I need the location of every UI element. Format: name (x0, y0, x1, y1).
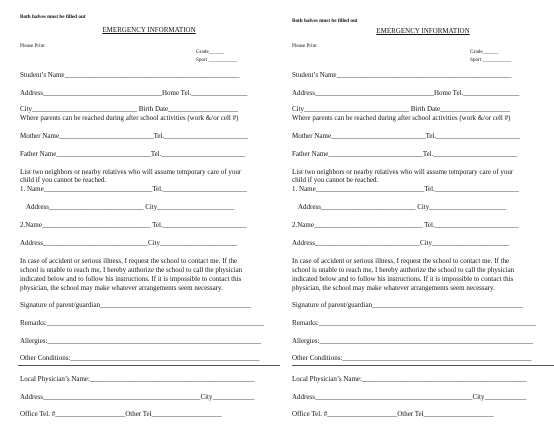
consent-line3: indicated below and to follow his instructions. If it is impossible to contact this (20, 275, 242, 283)
neighbor1-address-field[interactable]: Address___________________________ City______________________ (26, 203, 235, 211)
neighbor2-address-field[interactable]: Address______________________________City______________________ (20, 239, 237, 247)
neighbor1-name-field[interactable]: 1. Name_______________________________Tel.________________________ (20, 185, 247, 193)
form-title: EMERGENCY INFORMATION (102, 26, 196, 34)
city-birth-date-field[interactable]: City______________________________ Birth Date____________________ (292, 105, 511, 113)
physician-name-field[interactable]: Local Physician’s Name:_______________________________________________ (20, 375, 255, 383)
student-name-field[interactable]: Student’s Name__________________________________________________ (20, 71, 240, 79)
consent-line4: physician, the school may make whatever arrangements seem necessary. (292, 284, 495, 292)
allergies-field[interactable]: Allergies:_____________________________________________________________ (292, 337, 533, 345)
form-right-half (292, 0, 554, 428)
neighbor1-name-field[interactable]: 1. Name_______________________________Tel.________________________ (292, 185, 519, 193)
office-tel-field[interactable]: Office Tel. #____________________Other Tel____________________ (20, 410, 222, 418)
neighbors-text-line1: List two neighbors or nearby relatives who will assume temporary care of your (292, 168, 514, 176)
neighbors-text-line2: child if you cannot be reached. (292, 176, 379, 184)
consent-line1: In case of accident or serious illness, I request the school to contact me. If the (292, 257, 510, 265)
mother-name-field[interactable]: Mother Name___________________________Tel.________________________ (20, 132, 249, 140)
neighbors-text-line1: List two neighbors or nearby relatives who will assume temporary care of your (20, 168, 242, 176)
form-left-half (18, 0, 280, 428)
neighbors-text-line2: child if you cannot be reached. (20, 176, 107, 184)
physician-name-field[interactable]: Local Physician’s Name:_______________________________________________ (292, 375, 527, 383)
consent-line1: In case of accident or serious illness, I request the school to contact me. If the (20, 257, 238, 265)
please-print-label: Please Print (20, 43, 45, 49)
father-name-field[interactable]: Father Name___________________________Tel.________________________ (20, 150, 246, 158)
top-note: Both halves must be filled out (292, 18, 358, 24)
consent-line3: indicated below and to follow his instructions. If it is impossible to contact this (292, 275, 514, 283)
sport-field[interactable]: Sport ___________ (196, 57, 238, 63)
sport-field[interactable]: Sport ___________ (470, 57, 512, 63)
other-conditions-field[interactable]: Other Conditions:______________________________________________________ (20, 354, 260, 362)
remarks-field[interactable]: Remarks:______________________________________________________________ (292, 319, 536, 327)
grade-field[interactable]: Grade______ (470, 49, 499, 55)
student-name-field[interactable]: Student’s Name__________________________________________________ (292, 71, 512, 79)
city-birth-date-field[interactable]: City______________________________ Birth Date____________________ (20, 105, 239, 113)
grade-field[interactable]: Grade______ (196, 49, 225, 55)
signature-field[interactable]: Signature of parent/guardian___________________________________________ (292, 301, 523, 309)
neighbor2-address-field[interactable]: Address______________________________City______________________ (292, 239, 509, 247)
neighbor2-name-field[interactable]: 2.Name_______________________________ Tel.________________________ (292, 221, 519, 229)
neighbor2-name-field[interactable]: 2.Name_______________________________ Tel.________________________ (20, 221, 247, 229)
signature-field[interactable]: Signature of parent/guardian___________________________________________ (20, 301, 251, 309)
parents-reach-text: Where parents can be reached during after school activities (work &/or cell #) (20, 114, 239, 122)
other-conditions-field[interactable]: Other Conditions:______________________________________________________ (292, 354, 532, 362)
please-print-label: Please Print (292, 43, 317, 49)
form-title: EMERGENCY INFORMATION (376, 27, 470, 35)
parents-reach-text: Where parents can be reached during after school activities (work &/or cell #) (292, 114, 511, 122)
section-divider (292, 365, 554, 366)
office-tel-field[interactable]: Office Tel. #____________________Other Tel____________________ (292, 410, 494, 418)
address-home-tel-field[interactable]: Address__________________________________Home Tel.________________ (20, 89, 248, 97)
consent-line2: school is unable to reach me, I hereby authorize the school to call the physician (292, 266, 515, 274)
physician-address-field[interactable]: Address_____________________________________________City____________ (292, 393, 527, 401)
neighbor1-address-field[interactable]: Address___________________________ City______________________ (298, 203, 507, 211)
allergies-field[interactable]: Allergies:_____________________________________________________________ (20, 337, 261, 345)
remarks-field[interactable]: Remarks:______________________________________________________________ (20, 319, 264, 327)
top-note: Both halves must be filled out (20, 14, 86, 20)
consent-line4: physician, the school may make whatever arrangements seem necessary. (20, 284, 223, 292)
section-divider (18, 365, 280, 366)
father-name-field[interactable]: Father Name___________________________Tel.________________________ (292, 150, 518, 158)
mother-name-field[interactable]: Mother Name___________________________Tel.________________________ (292, 132, 521, 140)
physician-address-field[interactable]: Address_____________________________________________City____________ (20, 393, 255, 401)
consent-line2: school is unable to reach me, I hereby authorize the school to call the physician (20, 266, 243, 274)
address-home-tel-field[interactable]: Address__________________________________Home Tel.________________ (292, 89, 520, 97)
